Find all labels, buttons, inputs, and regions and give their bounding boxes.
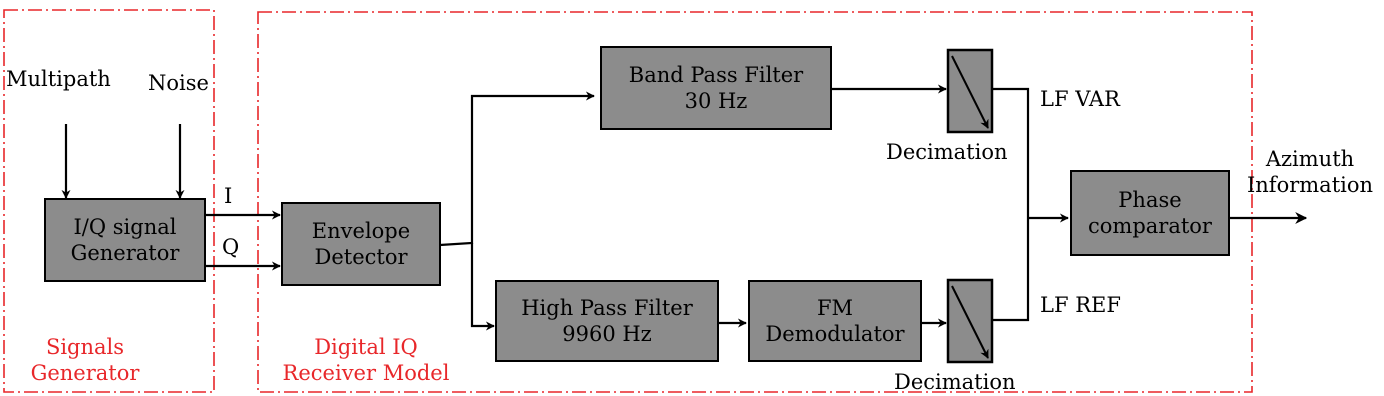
phase-comparator-line2: comparator bbox=[1088, 214, 1212, 238]
receiver-model-line2: Receiver Model bbox=[282, 361, 450, 385]
envelope-detector-line1: Envelope bbox=[311, 219, 411, 243]
signals-generator-group-label bbox=[10, 334, 160, 386]
iq-generator-line1: I/Q signal bbox=[73, 215, 177, 239]
receiver-model-line1: Digital IQ bbox=[314, 335, 418, 359]
multipath-label: Multipath bbox=[6, 67, 111, 91]
fm-demodulator-line2: Demodulator bbox=[765, 322, 905, 346]
decimation-bottom-label: Decimation bbox=[894, 370, 1016, 394]
iq-generator-line2: Generator bbox=[70, 241, 180, 265]
azimuth-information-label bbox=[1238, 146, 1382, 198]
iq-signal-generator-block bbox=[44, 198, 206, 282]
envelope-to-hpf-line bbox=[472, 243, 494, 326]
receiver-model-group-label bbox=[268, 334, 464, 386]
lf-var-label: LF VAR bbox=[1040, 87, 1120, 111]
azimuth-line1: Azimuth bbox=[1265, 147, 1355, 171]
band-pass-filter-line2: 30 Hz bbox=[684, 89, 748, 113]
band-pass-filter-block bbox=[600, 46, 832, 130]
lf-ref-label: LF REF bbox=[1040, 293, 1121, 317]
decimation-top-label: Decimation bbox=[886, 140, 1008, 164]
high-pass-filter-block bbox=[495, 280, 719, 362]
decimation-block-bottom bbox=[948, 280, 992, 362]
envelope-detector-block bbox=[281, 202, 441, 286]
envelope-detector-line2: Detector bbox=[314, 245, 408, 269]
fm-demodulator-block bbox=[748, 280, 922, 362]
band-pass-filter-line1: Band Pass Filter bbox=[628, 63, 804, 87]
high-pass-filter-line1: High Pass Filter bbox=[521, 296, 693, 320]
fm-demodulator-line1: FM bbox=[816, 296, 854, 320]
azimuth-line2: Information bbox=[1246, 173, 1374, 197]
high-pass-filter-line2: 9960 Hz bbox=[562, 322, 652, 346]
phase-comparator-line1: Phase bbox=[1118, 188, 1182, 212]
noise-label: Noise bbox=[148, 71, 209, 95]
decimation-block-top bbox=[948, 50, 992, 132]
lfref-line bbox=[993, 218, 1028, 320]
signals-generator-line2: Generator bbox=[30, 361, 140, 385]
i-signal-label: I bbox=[224, 184, 233, 208]
phase-comparator-block bbox=[1070, 170, 1230, 256]
signals-generator-line1: Signals bbox=[45, 335, 125, 359]
q-signal-label: Q bbox=[222, 235, 240, 259]
envelope-to-bpf-line bbox=[440, 96, 594, 245]
